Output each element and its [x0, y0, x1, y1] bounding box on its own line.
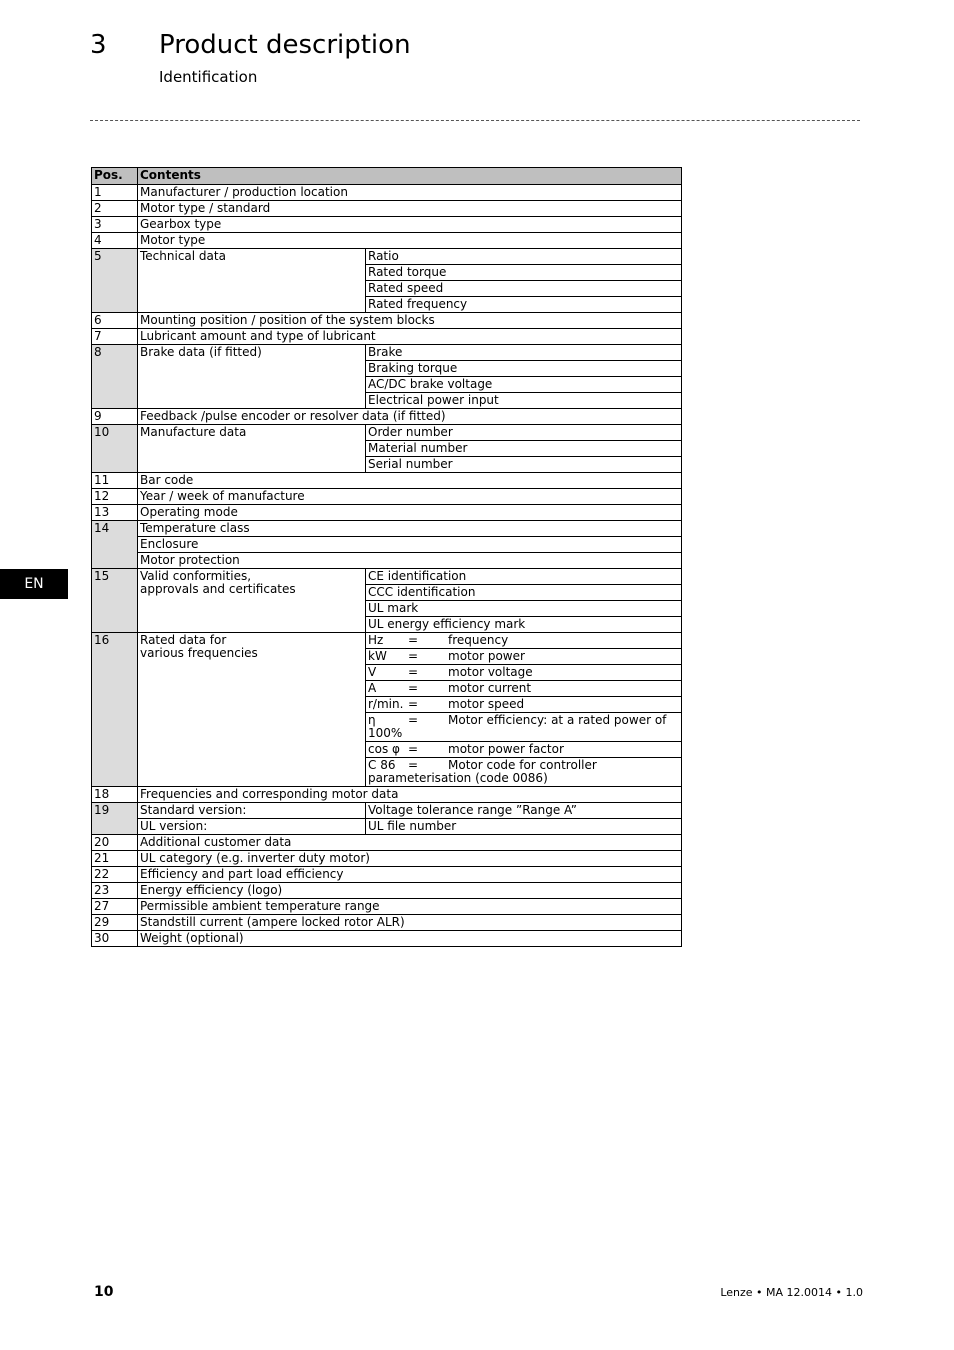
- pos-cell: 13: [92, 505, 138, 521]
- label-line: Rated data for: [140, 633, 227, 647]
- unit-symbol: V: [368, 665, 377, 679]
- pos-cell: 14: [92, 521, 138, 569]
- table-row: [92, 787, 682, 803]
- group-label-cell: UL version:: [138, 819, 366, 835]
- detail-cell: [366, 633, 682, 649]
- pos-cell: 5: [92, 249, 138, 313]
- table-row: [92, 915, 682, 931]
- table-row: [92, 803, 682, 819]
- detail-cell: Rated torque: [366, 265, 682, 281]
- detail-cell: UL energy efficiency mark: [366, 617, 682, 633]
- detail-cell: [366, 681, 682, 697]
- detail-cell: Order number: [366, 425, 682, 441]
- unit-symbol: r/min.: [368, 697, 404, 711]
- table-row: [92, 633, 682, 649]
- section-title: Identification: [159, 68, 258, 86]
- contents-cell: Motor protection: [138, 553, 682, 569]
- detail-cell: Rated frequency: [366, 297, 682, 313]
- contents-cell: UL category (e.g. inverter duty motor): [138, 851, 682, 867]
- detail-cell: UL mark: [366, 601, 682, 617]
- table-row: [92, 185, 682, 201]
- unit-description-continued: 100%: [368, 726, 403, 740]
- detail-cell: [366, 665, 682, 681]
- group-label-cell: [138, 633, 366, 787]
- pos-cell: 22: [92, 867, 138, 883]
- table-row: [92, 217, 682, 233]
- unit-description: frequency: [448, 633, 509, 647]
- contents-cell: Standstill current (ampere locked rotor ALR): [138, 915, 682, 931]
- table-row: [92, 489, 682, 505]
- detail-cell: [366, 713, 682, 742]
- equals-sign: =: [408, 633, 419, 647]
- equals-sign: =: [408, 665, 419, 679]
- chapter-number: 3: [90, 30, 107, 60]
- pos-cell: 10: [92, 425, 138, 473]
- unit-description-continued: parameterisation (code 0086): [368, 771, 548, 785]
- contents-cell: Year / week of manufacture: [138, 489, 682, 505]
- table-row: [92, 329, 682, 345]
- table-row: [92, 819, 682, 835]
- unit-symbol: C 86: [368, 758, 396, 772]
- group-label-cell: Manufacture data: [138, 425, 366, 473]
- column-header-pos: Pos.: [92, 168, 138, 185]
- pos-cell: 4: [92, 233, 138, 249]
- contents-cell: Mounting position / position of the system blocks: [138, 313, 682, 329]
- column-header-contents: Contents: [138, 168, 682, 185]
- equals-sign: =: [408, 742, 419, 756]
- equals-sign: =: [408, 697, 419, 711]
- unit-description: motor power factor: [448, 742, 564, 756]
- pos-cell: 29: [92, 915, 138, 931]
- detail-cell: CE identification: [366, 569, 682, 585]
- pos-cell: 6: [92, 313, 138, 329]
- unit-symbol: A: [368, 681, 377, 695]
- contents-cell: Bar code: [138, 473, 682, 489]
- table-row: [92, 249, 682, 265]
- pos-cell: 23: [92, 883, 138, 899]
- unit-symbol: cos φ: [368, 742, 400, 756]
- table-row: [92, 233, 682, 249]
- contents-cell: Operating mode: [138, 505, 682, 521]
- equals-sign: =: [408, 713, 419, 727]
- detail-cell: Rated speed: [366, 281, 682, 297]
- contents-cell: Lubricant amount and type of lubricant: [138, 329, 682, 345]
- identification-table: [91, 167, 682, 947]
- detail-cell: Electrical power input: [366, 393, 682, 409]
- label-line: various frequencies: [140, 646, 258, 660]
- detail-cell: Serial number: [366, 457, 682, 473]
- unit-description: motor power: [448, 649, 525, 663]
- document-reference: Lenze • MA 12.0014 • 1.0: [720, 1286, 863, 1299]
- detail-cell: Brake: [366, 345, 682, 361]
- detail-cell: Braking torque: [366, 361, 682, 377]
- contents-cell: Motor type: [138, 233, 682, 249]
- contents-cell: Frequencies and corresponding motor data: [138, 787, 682, 803]
- pos-cell: 1: [92, 185, 138, 201]
- pos-cell: 3: [92, 217, 138, 233]
- pos-cell: 11: [92, 473, 138, 489]
- pos-cell: 7: [92, 329, 138, 345]
- pos-cell: 9: [92, 409, 138, 425]
- group-label-cell: Standard version:: [138, 803, 366, 819]
- unit-description: Motor code for controller: [448, 758, 597, 772]
- contents-cell: Motor type / standard: [138, 201, 682, 217]
- table-row: [92, 931, 682, 947]
- detail-cell: [366, 742, 682, 758]
- table-row: [92, 537, 682, 553]
- equals-sign: =: [408, 758, 419, 772]
- table-row: [92, 835, 682, 851]
- table-row: [92, 409, 682, 425]
- table-row: [92, 201, 682, 217]
- pos-cell: 18: [92, 787, 138, 803]
- label-line: approvals and certificates: [140, 582, 296, 596]
- contents-cell: Weight (optional): [138, 931, 682, 947]
- pos-cell: 21: [92, 851, 138, 867]
- table-row: [92, 553, 682, 569]
- table-row: [92, 521, 682, 537]
- pos-cell: 27: [92, 899, 138, 915]
- group-label-cell: Brake data (if fitted): [138, 345, 366, 409]
- contents-cell: Manufacturer / production location: [138, 185, 682, 201]
- group-label-cell: Technical data: [138, 249, 366, 313]
- detail-cell: [366, 649, 682, 665]
- contents-cell: Enclosure: [138, 537, 682, 553]
- table-row: [92, 345, 682, 361]
- table-row: [92, 425, 682, 441]
- pos-cell: 12: [92, 489, 138, 505]
- contents-cell: Gearbox type: [138, 217, 682, 233]
- contents-cell: Efficiency and part load efficiency: [138, 867, 682, 883]
- group-label-cell: [138, 569, 366, 633]
- pos-cell: 20: [92, 835, 138, 851]
- contents-cell: Feedback /pulse encoder or resolver data (if fitted): [138, 409, 682, 425]
- pos-cell: 19: [92, 803, 138, 835]
- table-row: [92, 569, 682, 585]
- pos-cell: 15: [92, 569, 138, 633]
- table-row: [92, 867, 682, 883]
- detail-cell: AC/DC brake voltage: [366, 377, 682, 393]
- detail-cell: [366, 697, 682, 713]
- detail-cell: Voltage tolerance range ”Range A”: [366, 803, 682, 819]
- table-row: [92, 473, 682, 489]
- contents-cell: Energy efficiency (logo): [138, 883, 682, 899]
- table-row: [92, 899, 682, 915]
- table-row: [92, 313, 682, 329]
- header-divider: [90, 120, 860, 121]
- unit-description: Motor efficiency: at a rated power of: [448, 713, 667, 727]
- unit-description: motor current: [448, 681, 532, 695]
- pos-cell: 16: [92, 633, 138, 787]
- label-line: Valid conformities,: [140, 569, 252, 583]
- table-header-row: [92, 168, 682, 185]
- equals-sign: =: [408, 681, 419, 695]
- unit-description: motor speed: [448, 697, 525, 711]
- table-row: [92, 883, 682, 899]
- contents-cell: Temperature class: [138, 521, 682, 537]
- contents-cell: Additional customer data: [138, 835, 682, 851]
- detail-cell: [366, 758, 682, 787]
- detail-cell: Ratio: [366, 249, 682, 265]
- pos-cell: 30: [92, 931, 138, 947]
- detail-cell: UL file number: [366, 819, 682, 835]
- pos-cell: 2: [92, 201, 138, 217]
- detail-cell: CCC identification: [366, 585, 682, 601]
- detail-cell: Material number: [366, 441, 682, 457]
- table-row: [92, 851, 682, 867]
- table-row: [92, 505, 682, 521]
- language-tab: [0, 569, 68, 599]
- equals-sign: =: [408, 649, 419, 663]
- unit-symbol: kW: [368, 649, 387, 663]
- unit-symbol: η: [368, 713, 376, 727]
- contents-cell: Permissible ambient temperature range: [138, 899, 682, 915]
- pos-cell: 8: [92, 345, 138, 409]
- unit-description: motor voltage: [448, 665, 533, 679]
- page-title: Product description: [159, 30, 411, 60]
- unit-symbol: Hz: [368, 633, 384, 647]
- page-number: 10: [94, 1284, 114, 1300]
- language-tab-label: EN: [24, 576, 44, 592]
